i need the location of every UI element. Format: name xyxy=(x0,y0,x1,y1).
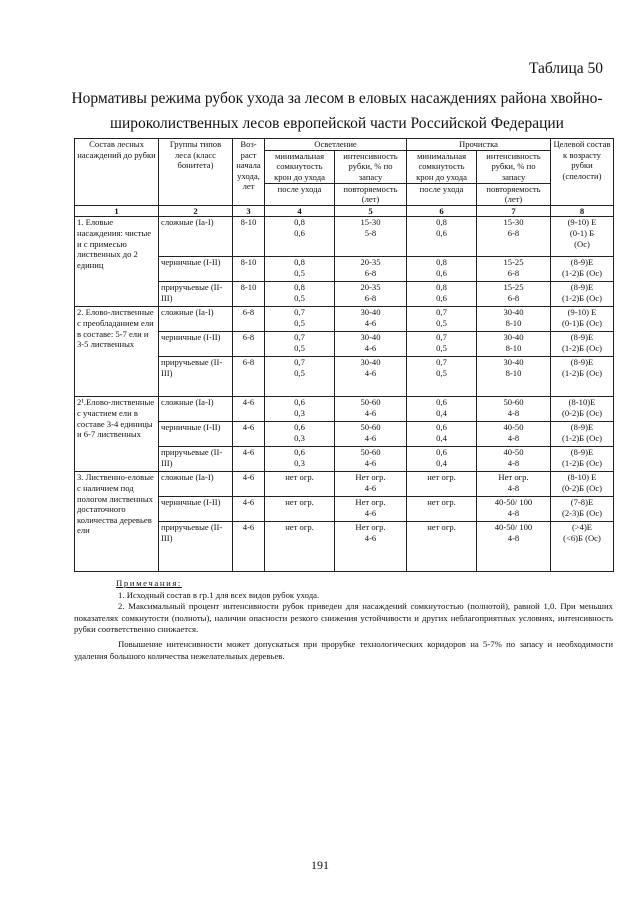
value-cell-c5 xyxy=(335,332,407,357)
start-age: 8-10 xyxy=(233,217,265,257)
value-line: 0,6 xyxy=(436,292,447,303)
value-cell-c8 xyxy=(551,217,614,257)
value-line: 0,6 xyxy=(436,447,447,458)
value-line: 30-40 xyxy=(503,357,524,368)
value-cell-c8 xyxy=(551,357,614,397)
value-cell-c4 xyxy=(265,282,335,307)
value-line: (8-9)Е xyxy=(570,357,594,368)
value-cell-c8 xyxy=(551,397,614,422)
value-line: 20-35 xyxy=(360,282,381,293)
value-line: 30-40 xyxy=(360,357,381,368)
value-line: (0-1)Б (Ос) xyxy=(561,317,602,328)
value-line: 0,7 xyxy=(294,307,305,318)
value-line: 6-8 xyxy=(507,267,520,278)
value-cell-c7 xyxy=(477,357,551,397)
value-line: 6-8 xyxy=(507,292,520,303)
note-3: Повышение интенсивности может допускаться при прорубке технологических коридоров на 5-7% по запасу и необходимости удаления большого количества нежелательных деревьев. xyxy=(74,638,613,661)
column-number: 7 xyxy=(477,205,551,217)
value-cell-c7 xyxy=(477,332,551,357)
value-line: 4-6 xyxy=(364,457,377,468)
value-cell-c6 xyxy=(407,397,477,422)
value-line: нет огр. xyxy=(427,497,456,508)
value-line: (8-9)Е xyxy=(570,282,594,293)
value-line: (9-10) Е xyxy=(567,307,597,318)
table-row xyxy=(75,397,614,422)
header-thinning: Прочистка xyxy=(407,139,551,151)
value-line: 0,8 xyxy=(294,257,305,268)
value-line: 4-8 xyxy=(507,532,520,543)
start-age: 4-6 xyxy=(233,472,265,497)
header-target: Целевой состав к возрасту рубки (спелости) xyxy=(551,139,614,206)
value-cell-c4 xyxy=(265,217,335,257)
value-line: 6-8 xyxy=(364,292,377,303)
value-line: нет огр. xyxy=(285,522,314,533)
value-line: 4-6 xyxy=(364,432,377,443)
value-line: 4-6 xyxy=(364,367,377,378)
value-line: нет огр. xyxy=(285,472,314,483)
value-line: (1-2)Б (Ос) xyxy=(561,292,602,303)
value-line: 50-60 xyxy=(360,447,381,458)
value-line: 0,6 xyxy=(294,447,305,458)
group-label: 1. Еловые насаждения: чистые и с примесью лиственных до 2 единиц xyxy=(75,217,159,307)
value-line: (>4)Е xyxy=(571,522,593,533)
header-after-thinning: после ухода xyxy=(407,183,477,205)
value-line: нет огр. xyxy=(285,497,314,508)
value-line: 0,7 xyxy=(436,307,447,318)
value-line: 0,6 xyxy=(294,227,305,238)
value-cell-c4 xyxy=(265,422,335,447)
value-line: (2-3)Б (Ос) xyxy=(561,507,602,518)
value-line: 0,8 xyxy=(436,217,447,228)
value-line: (1-2)Б (Ос) xyxy=(561,367,602,378)
header-composition: Состав лесных насаждений до рубки xyxy=(75,139,159,206)
value-line: 0,3 xyxy=(294,457,305,468)
value-line: 0,8 xyxy=(436,282,447,293)
value-line: 4-6 xyxy=(364,407,377,418)
value-line: 40-50/ 100 xyxy=(494,497,533,508)
header-density-thinning: минимальная сомкнутость крон до ухода xyxy=(407,150,477,183)
value-cell-c7 xyxy=(477,447,551,472)
table-title: Нормативы режима рубок ухода за лесом в еловых насаждениях района хвойно-широколиственных лесов европейской части Российской Федерации xyxy=(71,90,603,132)
value-line: 6-8 xyxy=(364,267,377,278)
value-line: 0,5 xyxy=(294,267,305,278)
value-line: 0,6 xyxy=(436,227,447,238)
value-line: 6-8 xyxy=(507,227,520,238)
value-cell-c8 xyxy=(551,472,614,497)
value-cell-c6 xyxy=(407,447,477,472)
value-line: 15-25 xyxy=(503,282,524,293)
column-number: 8 xyxy=(551,205,614,217)
column-number: 6 xyxy=(407,205,477,217)
column-number: 5 xyxy=(335,205,407,217)
value-cell-c4 xyxy=(265,497,335,522)
value-cell-c6 xyxy=(407,217,477,257)
value-line: 30-40 xyxy=(360,332,381,343)
value-cell-c6 xyxy=(407,257,477,282)
value-line: Нет огр. xyxy=(355,472,386,483)
value-cell-c7 xyxy=(477,497,551,522)
value-line: 0,4 xyxy=(436,432,447,443)
group-label: 3. Лиственно-еловые с наличием под пологом лиственных достаточного количества деревьев ели xyxy=(75,472,159,572)
value-cell-c5 xyxy=(335,447,407,472)
value-line: 15-30 xyxy=(503,217,524,228)
value-line: 4-6 xyxy=(364,317,377,328)
value-cell-c7 xyxy=(477,282,551,307)
value-line: 0,7 xyxy=(294,357,305,368)
value-line: 5-8 xyxy=(364,227,377,238)
value-cell-c4 xyxy=(265,307,335,332)
value-line: (0-1) Б xyxy=(569,227,595,238)
value-cell-c4 xyxy=(265,447,335,472)
value-line: (8-9)Е xyxy=(570,422,594,433)
value-cell-c5 xyxy=(335,257,407,282)
value-line: 4-8 xyxy=(507,457,520,468)
value-line: 0,6 xyxy=(294,397,305,408)
value-cell-c4 xyxy=(265,257,335,282)
value-line: (<6)Б (Ос) xyxy=(563,532,601,543)
value-line: 4-8 xyxy=(507,407,520,418)
value-line: (8-10) Е xyxy=(567,472,597,483)
value-cell-c7 xyxy=(477,472,551,497)
value-line: 0,4 xyxy=(436,457,447,468)
value-line: (7-8)Е xyxy=(570,497,594,508)
header-groups: Группы типов леса (класс бонитета) xyxy=(159,139,233,206)
header-lighting: Осветление xyxy=(265,139,407,151)
value-line: 30-40 xyxy=(360,307,381,318)
column-number: 3 xyxy=(233,205,265,217)
value-line: (1-2)Б (Ос) xyxy=(561,457,602,468)
start-age: 4-6 xyxy=(233,397,265,422)
value-line: Нет огр. xyxy=(498,472,529,483)
value-line: 4-6 xyxy=(364,482,377,493)
header-age: Воз-раст начала ухода, лет xyxy=(233,139,265,206)
value-line: 0,4 xyxy=(436,407,447,418)
note-2: 2. Максимальный процент интенсивности рубок приведен для насаждений сомкнутостью (полнотой), равной 1,0. При меньших показателях сомкнутости (полноты), наличии опасности резкого снижения устойчивости и других неблагоприятных условиях, интенсивность рубки соответственно снижается. xyxy=(74,601,613,635)
value-cell-c5 xyxy=(335,217,407,257)
value-cell-c7 xyxy=(477,397,551,422)
table-row xyxy=(75,472,614,497)
value-cell-c6 xyxy=(407,332,477,357)
value-cell-c8 xyxy=(551,447,614,472)
forest-type: сложные (Iа-I) xyxy=(159,217,233,257)
column-number: 4 xyxy=(265,205,335,217)
value-line: (0-2)Б (Ос) xyxy=(561,407,602,418)
start-age: 6-8 xyxy=(233,357,265,397)
value-cell-c6 xyxy=(407,357,477,397)
value-line: 0,5 xyxy=(294,292,305,303)
value-cell-c5 xyxy=(335,357,407,397)
value-line: 0,7 xyxy=(436,357,447,368)
value-cell-c6 xyxy=(407,307,477,332)
value-line: 0,5 xyxy=(436,317,447,328)
value-cell-c4 xyxy=(265,522,335,572)
start-age: 6-8 xyxy=(233,307,265,332)
group-label: 2. Елово-лиственные с преобладанием ели в составе: 5-7 ели и 3-5 лиственных xyxy=(75,307,159,397)
value-line: 8-10 xyxy=(505,342,522,353)
value-line: (1-2)Б (Ос) xyxy=(561,267,602,278)
forest-type: сложные (Iа-I) xyxy=(159,307,233,332)
value-line: (Ос) xyxy=(574,238,590,249)
value-line: 0,6 xyxy=(436,267,447,278)
value-cell-c6 xyxy=(407,497,477,522)
value-line: 8-10 xyxy=(505,317,522,328)
start-age: 4-6 xyxy=(233,497,265,522)
forest-type: черничные (I-II) xyxy=(159,332,233,357)
value-line: 4-6 xyxy=(364,532,377,543)
value-line: 50-60 xyxy=(360,422,381,433)
value-cell-c5 xyxy=(335,472,407,497)
forest-type: черничные (I-II) xyxy=(159,257,233,282)
value-cell-c5 xyxy=(335,497,407,522)
group-label: 2¹.Елово-лиственные с участием ели в составе 3-4 единицы и 6-7 лиственных xyxy=(75,397,159,472)
value-line: нет огр. xyxy=(427,522,456,533)
forest-type: приручьевые (II-III) xyxy=(159,447,233,472)
value-cell-c7 xyxy=(477,257,551,282)
value-line: Нет огр. xyxy=(355,522,386,533)
column-number-row xyxy=(75,205,614,217)
value-cell-c8 xyxy=(551,522,614,572)
table-row xyxy=(75,307,614,332)
value-line: 0,8 xyxy=(294,217,305,228)
value-cell-c7 xyxy=(477,217,551,257)
value-cell-c7 xyxy=(477,522,551,572)
value-cell-c5 xyxy=(335,397,407,422)
value-cell-c8 xyxy=(551,332,614,357)
value-cell-c6 xyxy=(407,522,477,572)
value-line: 0,5 xyxy=(436,342,447,353)
value-line: 0,5 xyxy=(294,367,305,378)
value-cell-c5 xyxy=(335,522,407,572)
value-line: (8-9)Е xyxy=(570,447,594,458)
value-cell-c8 xyxy=(551,422,614,447)
value-line: (9-10) Е xyxy=(567,217,597,228)
value-line: (8-10)Е xyxy=(568,397,596,408)
start-age: 4-6 xyxy=(233,447,265,472)
forest-type: приручьевые (II-III) xyxy=(159,282,233,307)
value-line: 0,8 xyxy=(436,257,447,268)
value-line: (1-2)Б (Ос) xyxy=(561,342,602,353)
value-cell-c6 xyxy=(407,472,477,497)
value-cell-c4 xyxy=(265,357,335,397)
value-line: 8-10 xyxy=(505,367,522,378)
value-line: 0,3 xyxy=(294,407,305,418)
column-number: 2 xyxy=(159,205,233,217)
header-intensity-thinning: интенсивность рубки, % по запасу xyxy=(477,150,551,183)
value-cell-c8 xyxy=(551,282,614,307)
value-line: 0,5 xyxy=(436,367,447,378)
value-line: 30-40 xyxy=(503,332,524,343)
value-line: 15-30 xyxy=(360,217,381,228)
value-line: 0,6 xyxy=(436,397,447,408)
value-line: 0,6 xyxy=(294,422,305,433)
value-cell-c7 xyxy=(477,307,551,332)
norms-table xyxy=(74,138,614,572)
value-line: 4-8 xyxy=(507,432,520,443)
forest-type: сложные (Iа-I) xyxy=(159,397,233,422)
value-cell-c4 xyxy=(265,472,335,497)
value-cell-c7 xyxy=(477,422,551,447)
forest-type: черничные (I-II) xyxy=(159,497,233,522)
value-cell-c8 xyxy=(551,307,614,332)
value-cell-c6 xyxy=(407,422,477,447)
value-line: 4-6 xyxy=(364,342,377,353)
value-line: 4-8 xyxy=(507,507,520,518)
table-body xyxy=(75,217,614,572)
value-line: (8-9)Е xyxy=(570,257,594,268)
start-age: 4-6 xyxy=(233,422,265,447)
header-after-lighting: после ухода xyxy=(265,183,335,205)
value-line: 0,5 xyxy=(294,317,305,328)
note-1: 1. Исходный состав в гр.1 для всех видов рубок ухода. xyxy=(118,589,320,600)
page-number: 191 xyxy=(311,858,329,872)
start-age: 8-10 xyxy=(233,282,265,307)
value-cell-c4 xyxy=(265,397,335,422)
value-line: 40-50/ 100 xyxy=(494,522,533,533)
header-intensity-lighting: интенсивность рубки, % по запасу xyxy=(335,150,407,183)
value-cell-c6 xyxy=(407,282,477,307)
header-density-lighting: минимальная сомкнутость крон до ухода xyxy=(265,150,335,183)
value-line: 40-50 xyxy=(503,447,524,458)
value-line: 30-40 xyxy=(503,307,524,318)
header-repeat-lighting: повторяемость (лет) xyxy=(335,183,407,205)
start-age: 4-6 xyxy=(233,522,265,572)
start-age: 8-10 xyxy=(233,257,265,282)
value-line: (1-2)Б (Ос) xyxy=(561,432,602,443)
value-line: (0-2)Б (Ос) xyxy=(561,482,602,493)
value-cell-c4 xyxy=(265,332,335,357)
value-cell-c8 xyxy=(551,257,614,282)
value-line: 50-60 xyxy=(360,397,381,408)
forest-type: приручьевые (II-III) xyxy=(159,522,233,572)
value-line: нет огр. xyxy=(427,472,456,483)
value-line: 0,7 xyxy=(436,332,447,343)
value-cell-c5 xyxy=(335,422,407,447)
table-row xyxy=(75,217,614,257)
header-repeat-thinning: повторяемость (лет) xyxy=(477,183,551,205)
notes xyxy=(74,578,613,662)
value-cell-c8 xyxy=(551,497,614,522)
value-line: 0,5 xyxy=(294,342,305,353)
notes-heading: Примечания: xyxy=(116,578,182,588)
value-line: 0,8 xyxy=(294,282,305,293)
value-line: Нет огр. xyxy=(355,497,386,508)
forest-type: приручьевые (II-III) xyxy=(159,357,233,397)
value-line: 0,7 xyxy=(294,332,305,343)
value-cell-c5 xyxy=(335,282,407,307)
value-line: 4-6 xyxy=(364,507,377,518)
value-line: 15-25 xyxy=(503,257,524,268)
forest-type: черничные (I-II) xyxy=(159,422,233,447)
value-line: 40-50 xyxy=(503,422,524,433)
table-caption: Таблица 50 xyxy=(528,60,603,77)
value-line: 20-35 xyxy=(360,257,381,268)
value-cell-c5 xyxy=(335,307,407,332)
forest-type: сложные (Iа-I) xyxy=(159,472,233,497)
value-line: 0,3 xyxy=(294,432,305,443)
value-line: 4-8 xyxy=(507,482,520,493)
value-line: 0,6 xyxy=(436,422,447,433)
value-line: (8-9)Е xyxy=(570,332,594,343)
column-number: 1 xyxy=(75,205,159,217)
value-line: 50-60 xyxy=(503,397,524,408)
start-age: 6-8 xyxy=(233,332,265,357)
